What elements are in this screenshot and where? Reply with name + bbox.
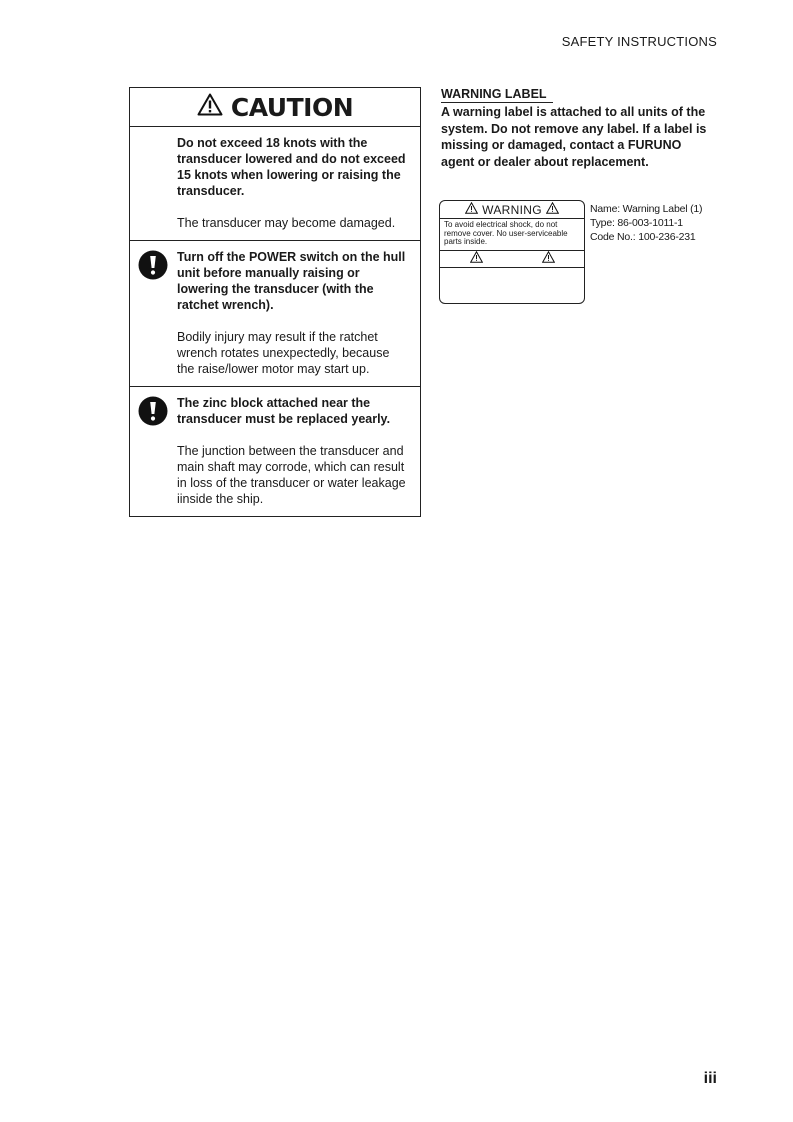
caution-section-power <box>130 240 420 386</box>
warning-triangle-icon <box>197 93 223 121</box>
mandatory-action-icon <box>138 396 168 507</box>
caution-heading: CAUTION <box>230 92 354 122</box>
caution-instruction: Do not exceed 18 knots with the transducer lowered and do not exceed 15 knots when lowering or raising the transducer. <box>177 136 406 198</box>
caution-box <box>129 87 421 517</box>
warning-label-section <box>441 85 711 170</box>
warning-triangle-icon <box>542 250 555 268</box>
caution-instruction: Turn off the POWER switch on the hull unit before manually raising or lowering the transducer (with the ratchet wrench). <box>177 250 406 312</box>
caution-consequence: The junction between the transducer and main shaft may corrode, which can result in loss of the transducer or water leakage iinside the ship. <box>177 444 406 506</box>
caution-consequence: Bodily injury may result if the ratchet wrench rotates unexpectedly, because the raise/lower motor may start up. <box>177 330 390 376</box>
caution-header <box>130 88 420 127</box>
label-warning-text: To avoid electrical shock, do not remove cover. No user-serviceable parts inside. <box>440 219 584 251</box>
caution-section-speed <box>130 127 420 240</box>
label-type: Type: 86-003-1011-1 <box>590 217 683 229</box>
caution-instruction: The zinc block attached near the transducer must be replaced yearly. <box>177 396 391 426</box>
caution-consequence: The transducer may become damaged. <box>177 216 396 230</box>
caution-section-zinc <box>130 386 420 516</box>
label-name: Name: Warning Label (1) <box>590 203 703 215</box>
label-warning-heading: WARNING <box>482 202 542 217</box>
warning-label-info <box>590 202 702 244</box>
warning-triangle-icon <box>465 202 478 217</box>
warning-triangle-icon <box>546 202 559 217</box>
mandatory-action-icon <box>138 250 168 377</box>
warning-label-title: WARNING LABEL <box>441 87 553 103</box>
page-header-title: SAFETY INSTRUCTIONS <box>561 34 717 49</box>
page-number: iii <box>703 1070 717 1087</box>
label-code: Code No.: 100-236-231 <box>590 231 696 243</box>
warning-label-illustration <box>439 200 585 304</box>
warning-triangle-icon <box>470 250 483 268</box>
warning-label-description: A warning label is attached to all units of the system. Do not remove any label. If a label is missing or damaged, contact a FURUNO agent or dealer about replacement. <box>441 105 707 169</box>
